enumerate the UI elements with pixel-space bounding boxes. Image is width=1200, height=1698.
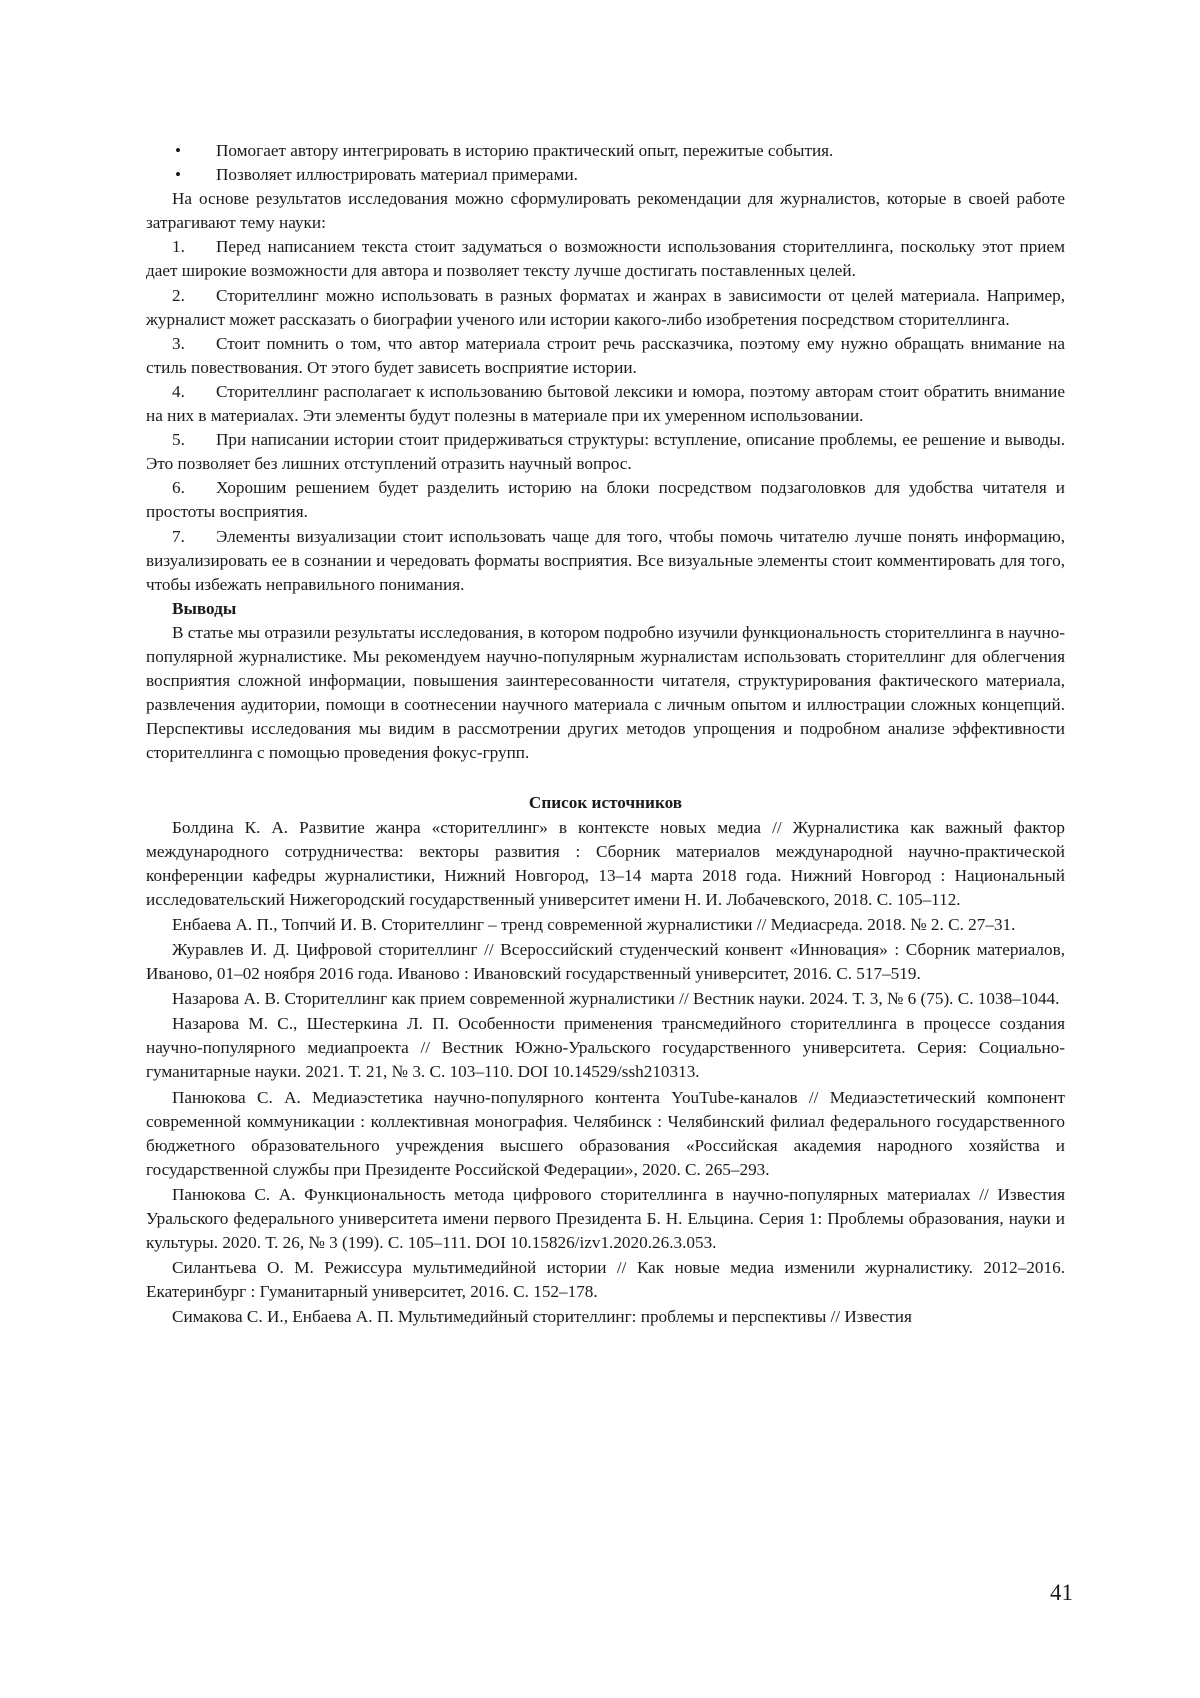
recommendation-number: 6. <box>172 478 185 498</box>
recommendations-intro: На основе результатов исследования можно сформулировать рекомендации для журналистов, которые в своей работе затрагивают тему науки: <box>146 189 1065 233</box>
recommendation-number: 7. <box>172 526 185 546</box>
page-body <box>146 139 1065 1331</box>
recommendation-text: Элементы визуализации стоит использовать чаще для того, чтобы помочь читателю лучше понять информацию, визуализировать ее в сознании и чередовать форматы восприятия. Все визуальные элементы стоит комментировать для того, чтобы избежать неправильного понимания. <box>146 526 1065 594</box>
reference-item: Симакова С. И., Енбаева А. П. Мультимедийный сторителлинг: проблемы и перспективы // Известия <box>172 1307 912 1327</box>
recommendation-item <box>146 332 1065 380</box>
recommendation-text: Сторителлинг располагает к использованию бытовой лексики и юмора, поэтому авторам стоит обратить внимание на них в материалах. Эти элементы будут полезны в материале при их умеренном использовании. <box>146 381 1065 426</box>
recommendation-item <box>146 284 1065 332</box>
bullet-text: Позволяет иллюстрировать материал примерами. <box>216 165 578 185</box>
recommendation-item <box>146 525 1065 597</box>
bullet-mark: • <box>175 141 182 160</box>
bullet-mark: • <box>175 165 182 185</box>
reference-item: Назарова А. В. Сторителлинг как прием современной журналистики // Вестник науки. 2024. Т. 3, № 6 (75). С. 1038–1044. <box>172 989 1060 1009</box>
reference-item: Силантьева О. М. Режиссура мультимедийной истории // Как новые медиа изменили журналистику. 2012–2016. Екатеринбург : Гуманитарный университет, 2016. С. 152–178. <box>146 1258 1065 1302</box>
recommendation-item <box>146 235 1065 283</box>
recommendation-number: 5. <box>172 430 185 450</box>
reference-item: Панюкова С. А. Медиаэстетика научно-популярного контента YouTube-каналов // Медиаэстетический компонент современной коммуникации : коллективная монография. Челябинск : Челябинский филиал федерального государственного бюджетного образовательного учреждения высшего образования «Российская академия народного хозяйства и государственной службы при Президенте Российской Федерации», 2020. С. 265–293. <box>146 1087 1065 1179</box>
sources-heading: Список источников <box>528 793 683 813</box>
recommendation-item <box>146 476 1065 524</box>
recommendation-text: Перед написанием текста стоит задуматься о возможности использования сторителлинга, поскольку этот прием дает широкие возможности для автора и позволяет тексту лучше достигать поставленных целей. <box>146 237 1065 281</box>
conclusions-heading: Выводы <box>172 598 237 618</box>
recommendation-item <box>146 428 1065 476</box>
recommendation-text: Сторителлинг можно использовать в разных форматах и жанрах в зависимости от целей материала. Например, журналист может рассказать о биографии ученого или истории какого-либо изобретения посредством сторителлинга. <box>146 285 1065 329</box>
reference-item: Журавлев И. Д. Цифровой сторителлинг // Всероссийский студенческий конвент «Инновация» : Сборник материалов, Иваново, 01–02 ноября 2016 года. Иваново : Ивановский государственный университет, 2016. С. 517–519. <box>146 940 1065 984</box>
conclusions-text: В статье мы отразили результаты исследования, в котором подробно изучили функциональность сторителлинга в научно-популярной журналистике. Мы рекомендуем научно-популярным журналистам использовать сторителлинг для облегчения восприятия сложной информации, повышения заинтересованности читателя, структурирования фактического материала, развлечения аудитории, помощи в соотнесении научного материала с личным опытом и иллюстрации сложных концепций. Перспективы исследования мы видим в рассмотрении других методов упрощения и подробном анализе эффективности сторителлинга с помощью проведения фокус-групп. <box>146 622 1065 763</box>
reference-item: Панюкова С. А. Функциональность метода цифрового сторителлинга в научно-популярных материалах // Известия Уральского федерального университета имени первого Президента Б. Н. Ельцина. Серия 1: Проблемы образования, науки и культуры. 2020. Т. 26, № 3 (199). С. 105–111. DOI 10.15826/izv1.2020.26.3.053. <box>146 1184 1065 1253</box>
recommendation-number: 1. <box>172 237 185 257</box>
bullet-text: Помогает автору интегрировать в историю практический опыт, пережитые события. <box>216 141 834 160</box>
recommendation-text: При написании истории стоит придерживаться структуры: вступление, описание проблемы, ее решение и выводы. Это позволяет без лишних отступлений отразить научный вопрос. <box>146 430 1065 474</box>
page-number: 41 <box>1050 1580 1073 1605</box>
recommendation-number: 2. <box>172 285 185 305</box>
recommendation-text: Стоит помнить о том, что автор материала строит речь рассказчика, поэтому ему нужно обращать внимание на стиль повествования. От этого будет зависеть восприятие истории. <box>146 333 1065 377</box>
bullet-item <box>146 163 1065 187</box>
recommendation-number: 4. <box>172 381 185 401</box>
reference-item: Назарова М. С., Шестеркина Л. П. Особенности применения трансмедийного сторителлинга в процессе создания научно-популярного медиапроекта // Вестник Южно-Уральского государственного университета. Серия: Социально-гуманитарные науки. 2021. Т. 21, № 3. С. 103–110. DOI 10.14529/ssh210313. <box>146 1014 1065 1082</box>
recommendation-number: 3. <box>172 333 185 353</box>
reference-item: Болдина К. А. Развитие жанра «сторителлинг» в контексте новых медиа // Журналистика как важный фактор международного сотрудничества: векторы развития : Сборник материалов международной научно-практической конференции кафедры журналистики, Нижний Новгород, 13–14 марта 2018 года. Нижний Новгород : Национальный исследовательский Нижегородский государственный университет имени Н. И. Лобачевского, 2018. С. 105–112. <box>146 817 1065 909</box>
bullet-item <box>146 139 1065 163</box>
recommendation-item <box>146 380 1065 428</box>
reference-item: Енбаева А. П., Топчий И. В. Сторителлинг – тренд современной журналистики // Медиасреда. 2018. № 2. С. 27–31. <box>172 914 1016 934</box>
recommendation-text: Хорошим решением будет разделить историю на блоки посредством подзаголовков для удобства читателя и простоты восприятия. <box>146 478 1065 522</box>
